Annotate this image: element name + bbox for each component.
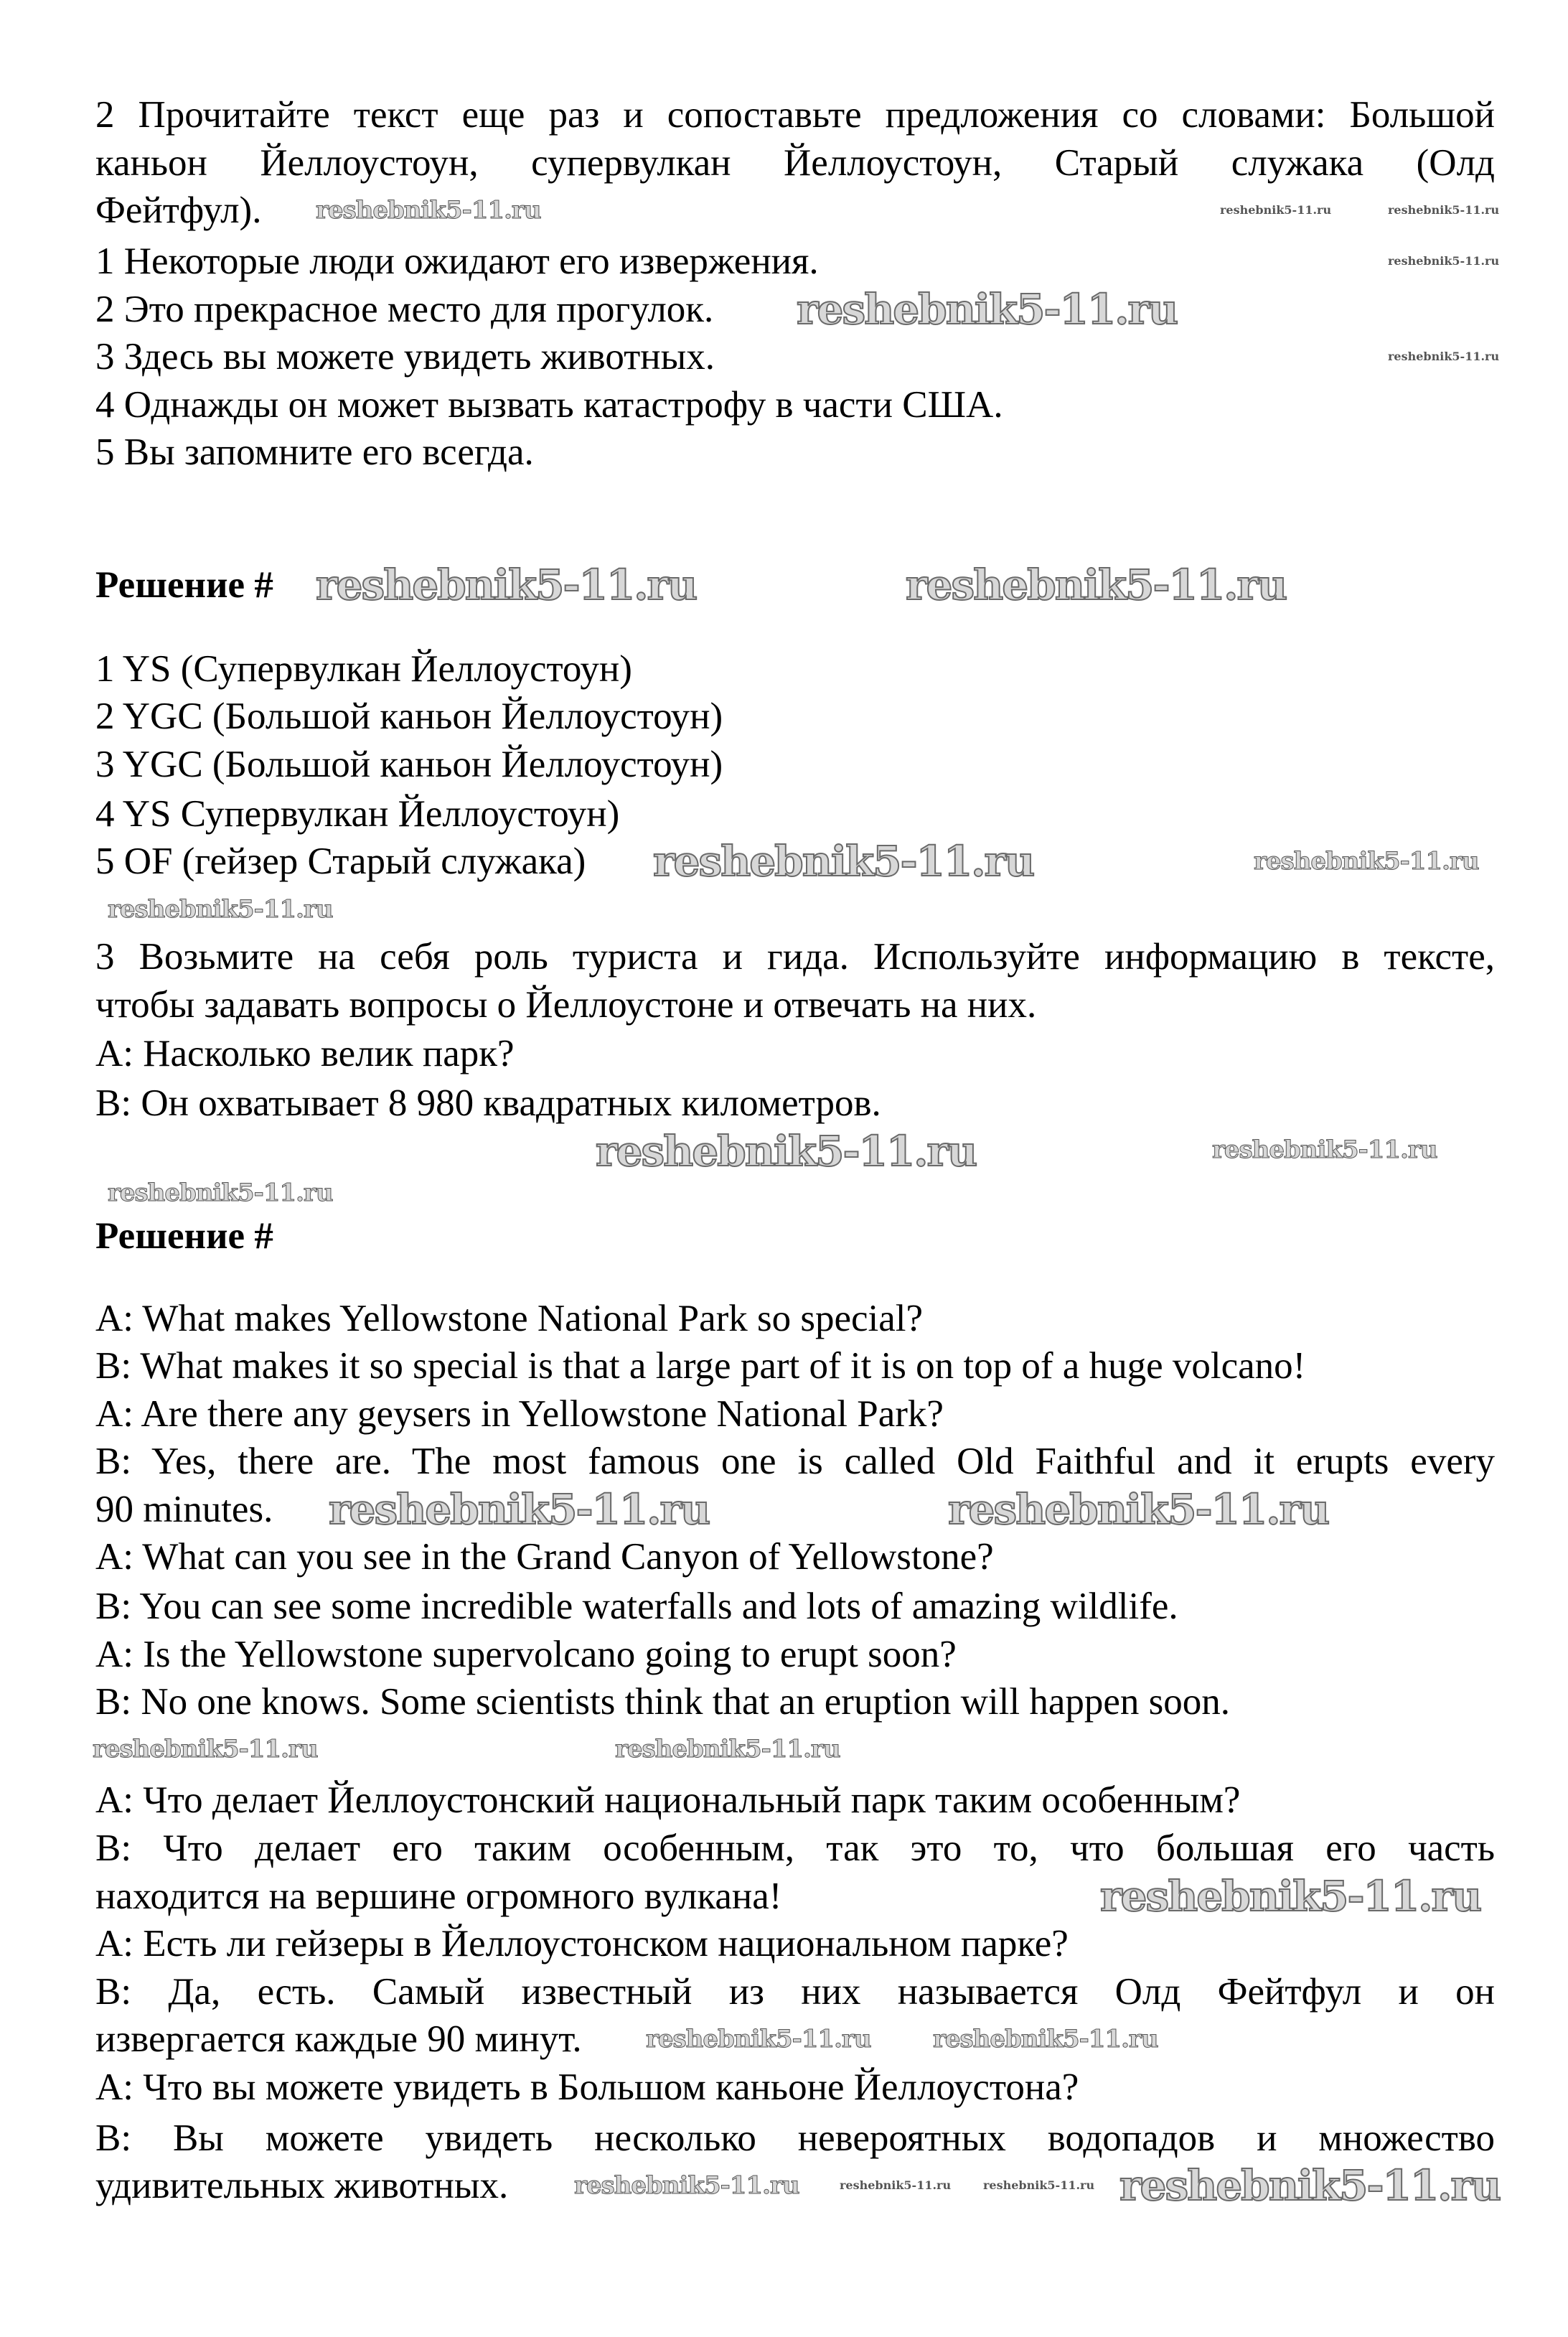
task2-instruction-line: каньон Йеллоустоун, супервулкан Йеллоустоун, Старый служака (Олд — [95, 142, 1495, 184]
english-dialogue-line: B: No one knows. Some scientists think that an eruption will happen soon. — [95, 1681, 1231, 1723]
task2-item: 3 Здесь вы можете увидеть животных. — [95, 336, 715, 378]
watermark: reshebnik5-11.ru — [797, 285, 1178, 334]
russian-dialogue-line: находится на вершине огромного вулкана! — [95, 1875, 782, 1917]
russian-dialogue-line: B: Да, есть. Самый известный из них называется Олд Фейтфул и он — [95, 1971, 1495, 2013]
watermark: reshebnik5-11.ru — [1220, 203, 1332, 217]
russian-dialogue-line: удивительных животных. — [95, 2165, 509, 2206]
task2-instruction-line: Фейтфул). — [95, 189, 262, 231]
watermark: reshebnik5-11.ru — [1212, 1135, 1437, 1164]
watermark: reshebnik5-11.ru — [93, 1735, 318, 1764]
task3-instruction-line: чтобы задавать вопросы о Йеллоустоне и отвечать на них. — [95, 984, 1037, 1026]
watermark: reshebnik5-11.ru — [983, 2178, 1095, 2192]
watermark: reshebnik5-11.ru — [596, 1127, 977, 1176]
solution-answer: 2 YGC (Большой каньон Йеллоустоун) — [95, 696, 723, 737]
russian-dialogue-line: B: Вы можете увидеть несколько невероятных водопадов и множество — [95, 2117, 1495, 2159]
watermark: reshebnik5-11.ru — [329, 1485, 710, 1534]
task2-item: 5 Вы запомните его всегда. — [95, 431, 534, 473]
english-dialogue-line: A: What makes Yellowstone National Park so special? — [95, 1298, 924, 1339]
task3-instruction-line: 3 Возьмите на себя роль туриста и гида. Используйте информацию в тексте, — [95, 936, 1495, 978]
russian-dialogue-line: A: Что делает Йеллоустонский национальный парк таким особенным? — [95, 1779, 1241, 1821]
watermark: reshebnik5-11.ru — [1119, 2161, 1501, 2210]
solution-heading: Решение # — [95, 1215, 273, 1257]
watermark: reshebnik5-11.ru — [933, 2025, 1158, 2053]
english-dialogue-line: A: Is the Yellowstone supervolcano going to erupt soon? — [95, 1634, 957, 1675]
watermark: reshebnik5-11.ru — [906, 561, 1287, 609]
english-dialogue-line: A: What can you see in the Grand Canyon of Yellowstone? — [95, 1536, 994, 1578]
watermark: reshebnik5-11.ru — [1388, 350, 1500, 363]
russian-dialogue-line: A: Что вы можете увидеть в Большом каньоне Йеллоустона? — [95, 2066, 1079, 2108]
english-dialogue-line: A: Are there any geysers in Yellowstone National Park? — [95, 1393, 944, 1435]
watermark: reshebnik5-11.ru — [108, 1179, 333, 1207]
watermark: reshebnik5-11.ru — [615, 1735, 840, 1764]
task3-dialogue-line: A: Насколько велик парк? — [95, 1033, 515, 1074]
task3-dialogue-line: B: Он охватывает 8 980 квадратных километров. — [95, 1082, 881, 1124]
watermark: reshebnik5-11.ru — [316, 561, 697, 609]
english-dialogue-line: B: You can see some incredible waterfalls and lots of amazing wildlife. — [95, 1586, 1178, 1627]
solution-answer: 3 YGC (Большой каньон Йеллоустоун) — [95, 744, 723, 785]
task2-item: 4 Однажды он может вызвать катастрофу в части США. — [95, 384, 1003, 426]
watermark: reshebnik5-11.ru — [840, 2178, 952, 2192]
watermark: reshebnik5-11.ru — [108, 895, 333, 924]
russian-dialogue-line: извергается каждые 90 минут. — [95, 2018, 582, 2060]
solution-heading: Решение # — [95, 564, 273, 606]
english-dialogue-line: B: Yes, there are. The most famous one is called Old Faithful and it erupts every — [95, 1441, 1495, 1482]
english-dialogue-line: 90 minutes. — [95, 1489, 273, 1530]
watermark: reshebnik5-11.ru — [646, 2025, 871, 2053]
english-dialogue-line: B: What makes it so special is that a large part of it is on top of a huge volcano! — [95, 1345, 1306, 1387]
watermark: reshebnik5-11.ru — [1388, 203, 1500, 217]
solution-answer: 1 YS (Супервулкан Йеллоустоун) — [95, 648, 632, 690]
task2-item: 1 Некоторые люди ожидают его извержения. — [95, 240, 819, 282]
task2-instruction-line: 2 Прочитайте текст еще раз и сопоставьте предложения со словами: Большой — [95, 94, 1495, 136]
watermark: reshebnik5-11.ru — [653, 837, 1034, 886]
solution-answer: 4 YS Супервулкан Йеллоустоун) — [95, 793, 620, 835]
solution-answer: 5 OF (гейзер Старый служака) — [95, 840, 586, 882]
watermark: reshebnik5-11.ru — [948, 1485, 1329, 1534]
russian-dialogue-line: B: Что делает его таким особенным, так это то, что большая его часть — [95, 1827, 1495, 1869]
watermark: reshebnik5-11.ru — [574, 2171, 799, 2200]
task2-item: 2 Это прекрасное место для прогулок. — [95, 289, 714, 330]
watermark: reshebnik5-11.ru — [1100, 1872, 1481, 1921]
watermark: reshebnik5-11.ru — [316, 196, 541, 225]
watermark: reshebnik5-11.ru — [1254, 847, 1479, 876]
watermark: reshebnik5-11.ru — [1388, 254, 1500, 268]
russian-dialogue-line: A: Есть ли гейзеры в Йеллоустонском национальном парке? — [95, 1923, 1069, 1964]
